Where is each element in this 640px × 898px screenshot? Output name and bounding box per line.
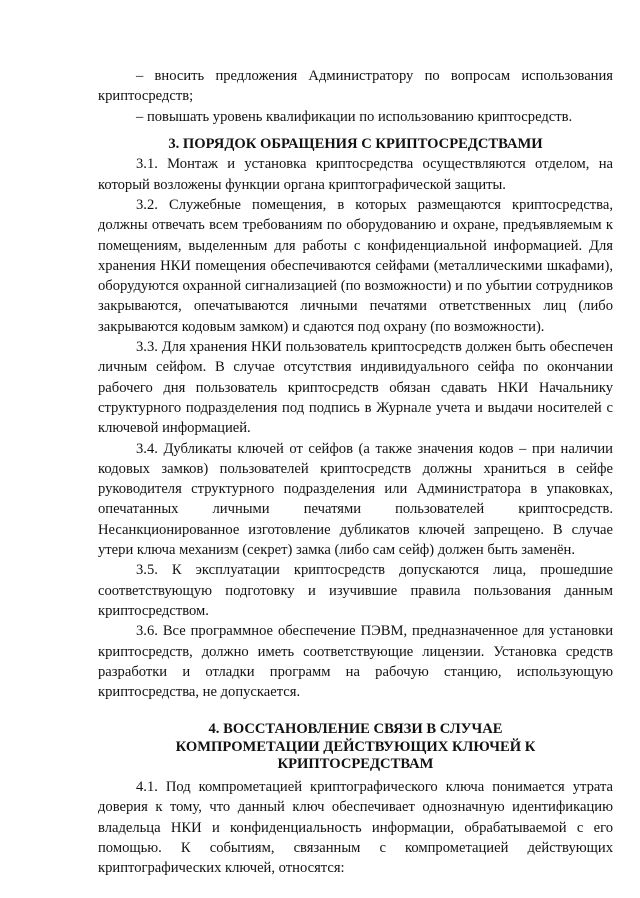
document-page — [98, 66, 613, 878]
section-3-heading: 3. ПОРЯДОК ОБРАЩЕНИЯ С КРИПТОСРЕДСТВАМИ — [168, 135, 543, 152]
paragraph-qualification: – повышать уровень квалификации по использованию криптосредств. — [136, 108, 573, 125]
paragraph-3-6: 3.6. Все программное обеспечение ПЭВМ, предназначенное для установки криптосредств, должно иметь соответствующие лицензии. Установка средств разработки и отладки программ на рабочую станцию, использующую криптосредства, не допускается. — [98, 623, 613, 701]
paragraph-3-4: 3.4. Дубликаты ключей от сейфов (а также значения кодов – при наличии кодовых замков) пользователей криптосредств должны храниться в сейфе руководителя структурного подразделения или Администратора в упаковках, опечатанных личными печатями пользователей криптосредств. Несанкционированное изготовление дубликатов ключей запрещено. В случае утери ключа механизм (секрет) замка (либо сам сейф) должен быть заменён. — [98, 440, 613, 559]
paragraph-3-2: 3.2. Служебные помещения, в которых размещаются криптосредства, должны отвечать всем требованиям по оборудованию и охране, предъявляемым к помещениям, выделенным для работы с конфиденциальной информацией. Для хранения НКИ помещения обеспечиваются сейфами (металлическими шкафами), оборудуются охранной сигнализацией (по возможности) и по убытии сотрудников закрываются, опечатываются личными печатями ответственных лиц (либо закрываются кодовым замком) и сдаются под охрану (по возможности). — [98, 196, 613, 335]
paragraph-3-5: 3.5. К эксплуатации криптосредств допускаются лица, прошедшие соответствующую подготовку и изучившие правила пользования данным криптосредством. — [98, 562, 613, 619]
section-4-heading-line-1: 4. ВОССТАНОВЛЕНИЕ СВЯЗИ В СЛУЧАЕ — [208, 721, 503, 738]
paragraph-proposals: – вносить предложения Администратору по вопросам использования криптосредств; — [98, 68, 613, 105]
paragraph-3-3: 3.3. Для хранения НКИ пользователь криптосредств должен быть обеспечен личным сейфом. В случае отсутствия индивидуального сейфа по окончании рабочего дня пользователь криптосредств обязан сдавать НКИ Начальнику структурного подразделения под подпись в Журнале учета и выдачи носителей с ключевой информацией. — [98, 339, 613, 437]
paragraph-4-1: 4.1. Под компрометацией криптографического ключа понимается утрата доверия к тому, что данный ключ обеспечивает однозначную идентификацию владельца НКИ и конфиденциальность информации, обрабатываемой с его помощью. К событиям, связанным с компрометацией действующих криптографических ключей, относятся: — [98, 778, 613, 877]
section-4-heading-line-3: КРИПТОСРЕДСТВАМ — [277, 756, 434, 773]
paragraph-3-1: 3.1. Монтаж и установка криптосредства осуществляются отделом, на который возложены функции органа криптографической защиты. — [98, 156, 613, 193]
section-4-heading-line-2: КОМПРОМЕТАЦИИ ДЕЙСТВУЮЩИХ КЛЮЧЕЙ К — [175, 738, 536, 755]
section-4-heading — [98, 721, 613, 774]
